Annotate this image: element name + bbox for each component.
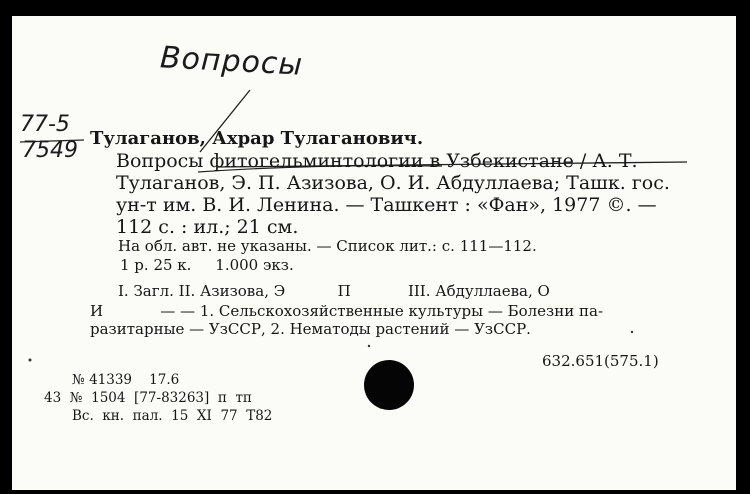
punch-hole xyxy=(364,360,414,410)
shelf-mark-1: 77-5 xyxy=(20,112,70,137)
tracings-line-1: I. Загл. II. Азизова, Э П III. Абдуллаева, О xyxy=(118,282,550,300)
handwritten-title: Вопросы xyxy=(159,40,304,83)
order-line: 43 № 1504 [77-83263] п тп xyxy=(44,390,252,406)
title-line-1: Вопросы фитогельминтологии в Узбекистане / А. Т. xyxy=(116,150,638,172)
title-line-2: Тулаганов, Э. П. Азизова, О. И. Абдуллаева; Ташк. гос. xyxy=(116,172,670,194)
classification-index: 632.651(575.1) xyxy=(542,352,659,370)
author-heading: Тулаганов, Ахрар Тулаганович. xyxy=(90,128,424,149)
print-line: Вс. кн. пал. 15 XI 77 Т82 xyxy=(72,408,273,424)
title-line-4: 112 с. : ил.; 21 см. xyxy=(116,216,299,238)
tracings-line-2: И — — 1. Сельскохозяйственные культуры — Болезни па- xyxy=(90,302,604,320)
price-line: 1 р. 25 к. 1.000 экз. xyxy=(120,256,294,274)
title-line-3: ун-т им. В. И. Ленина. — Ташкент : «Фан», 1977 ©. — xyxy=(116,194,657,216)
tracings-line-3: разитарные — УзССР, 2. Нематоды растений — УзССР. xyxy=(90,320,531,338)
accession-number: № 41339 17.6 xyxy=(72,372,180,388)
shelf-mark-2: 7549 xyxy=(22,138,78,163)
catalog-card xyxy=(12,16,736,490)
note-line: На обл. авт. не указаны. — Список лит.: с. 111—112. xyxy=(118,237,537,255)
